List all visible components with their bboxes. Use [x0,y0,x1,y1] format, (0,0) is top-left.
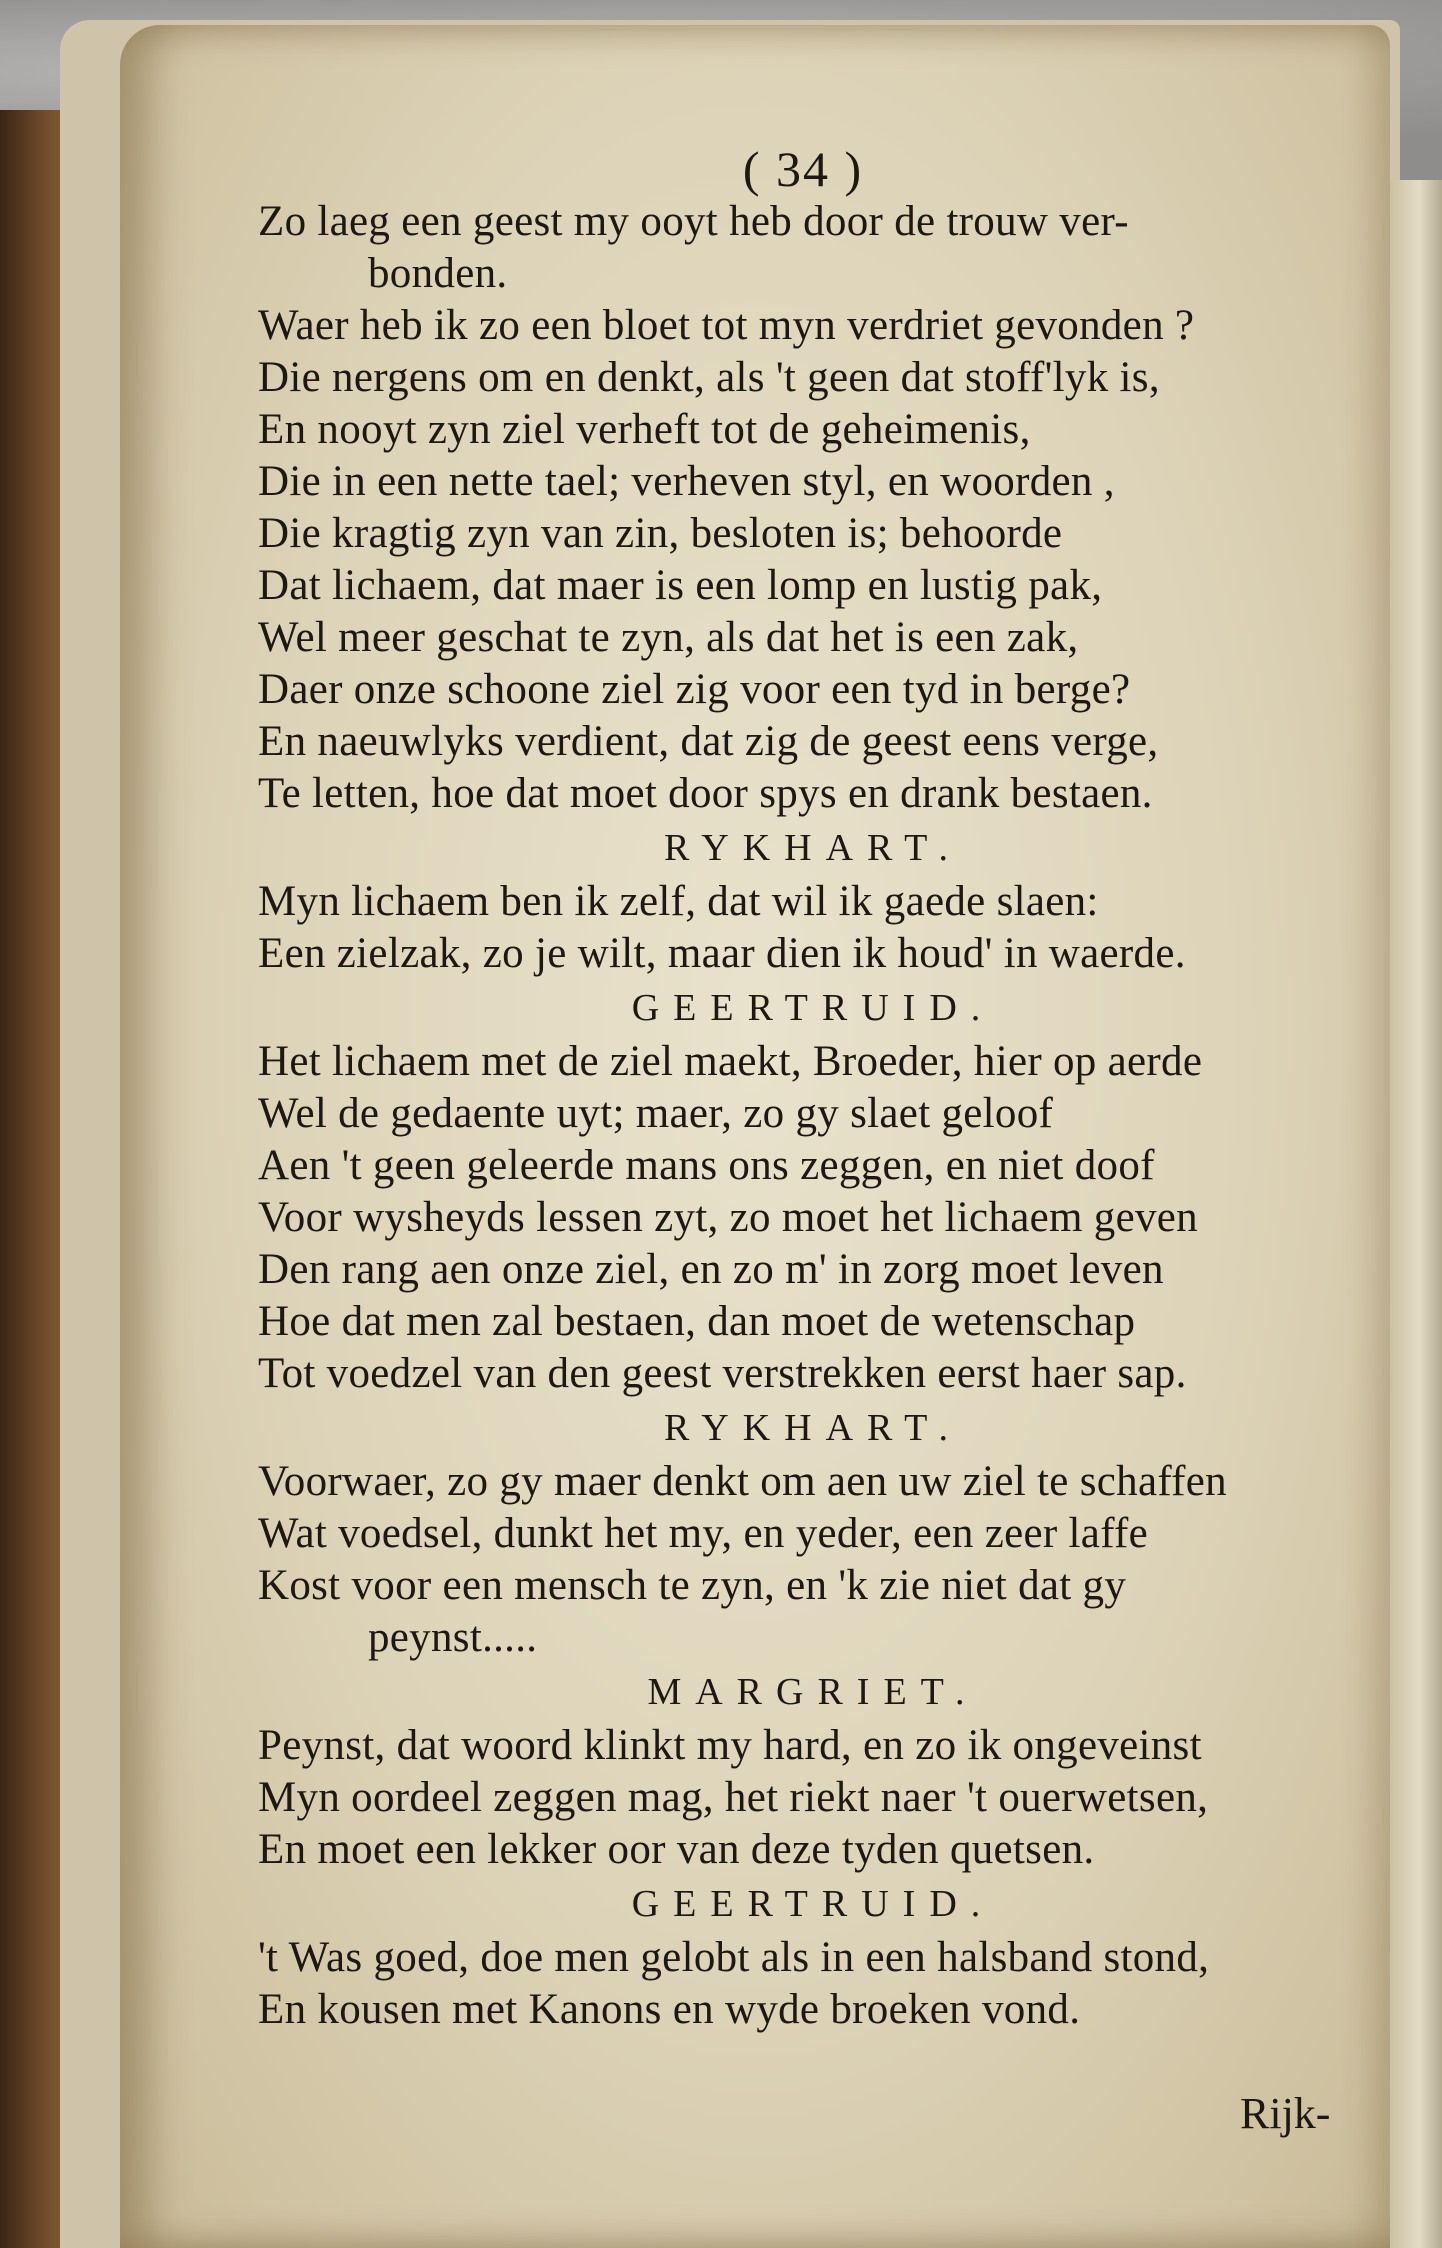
speaker-name: RYKHART. [664,1407,962,1449]
verse-line: Het lichaem met de ziel maekt, Broeder, hier op aerde [258,1038,1203,1085]
verse-line: Een zielzak, zo je wilt, maar dien ik houd' in waerde. [258,930,1186,977]
verse-line: Den rang aen onze ziel, en zo m' in zorg moet leven [258,1246,1164,1293]
verse-line: peynst..... [368,1614,538,1661]
verse-line: Waer heb ik zo een bloet tot myn verdriet gevonden ? [258,302,1195,349]
opening-verse [258,196,1388,820]
verse-line: 't Was goed, doe men gelobt als in een halsband stond, [258,1934,1210,1981]
speaker-name: MARGRIET. [647,1671,979,1713]
speech-geertruid-2 [258,1876,1388,2036]
facing-page-edge [1385,180,1442,2248]
verse-line: Voor wysheyds lessen zyt, zo moet het lichaem geven [258,1194,1198,1241]
verse-line: Die in een nette tael; verheven styl, en woorden , [258,458,1115,505]
verse-line: En moet een lekker oor van deze tyden quetsen. [258,1826,1095,1873]
verse-line: Wel de gedaente uyt; maer, zo gy slaet geloof [258,1090,1054,1137]
verse-line: Voorwaer, zo gy maer denkt om aen uw ziel te schaffen [258,1458,1227,1505]
verse-line: Zo laeg een geest my ooyt heb door de trouw ver- [258,198,1129,245]
verse-line: Te letten, hoe dat moet door spys en drank bestaen. [258,770,1153,817]
verse-line: Tot voedzel van den geest verstrekken eerst haer sap. [258,1350,1187,1397]
verse-line: Kost voor een mensch te zyn, en 'k zie niet dat gy [258,1562,1127,1609]
speech-rykhart-2 [258,1400,1388,1664]
verse-line: Peynst, dat woord klinkt my hard, en zo ik ongeveinst [258,1722,1202,1769]
catchword: Rijk- [1240,2089,1331,2138]
speech-rykhart-1 [258,820,1388,980]
verse-line: En naeuwlyks verdient, dat zig de geest eens verge, [258,718,1159,765]
speech-geertruid-1 [258,980,1388,1400]
verse-line: Daer onze schoone ziel zig voor een tyd in berge? [258,666,1131,713]
verse-line: Hoe dat men zal bestaen, dan moet de wetenschap [258,1298,1136,1345]
verse-line: Die nergens om en denkt, als 't geen dat stoff'lyk is, [258,354,1160,401]
verse-line: Dat lichaem, dat maer is een lomp en lustig pak, [258,562,1103,609]
speaker-name: GEERTRUID. [631,987,995,1029]
verse-line: En nooyt zyn ziel verheft tot de geheimenis, [258,406,1031,453]
speech-margriet [258,1664,1388,1876]
verse-line: Wat voedsel, dunkt het my, en yeder, een zeer laffe [258,1510,1149,1557]
verse-line: Wel meer geschat te zyn, als dat het is een zak, [258,614,1079,661]
page-text [258,140,1388,2036]
speaker-name: RYKHART. [664,827,962,869]
speaker-name: GEERTRUID. [631,1883,995,1925]
verse-line: En kousen met Kanons en wyde broeken vond. [258,1986,1081,2033]
page-number: ( 34 ) [742,141,864,197]
verse-line: Myn lichaem ben ik zelf, dat wil ik gaede slaen: [258,878,1099,925]
verse-line: Myn oordeel zeggen mag, het riekt naer 't ouerwetsen, [258,1774,1209,1821]
verse-line: Die kragtig zyn van zin, besloten is; behoorde [258,510,1063,557]
verse-line: Aen 't geen geleerde mans ons zeggen, en niet doof [258,1142,1155,1189]
verse-line: bonden. [368,250,508,297]
